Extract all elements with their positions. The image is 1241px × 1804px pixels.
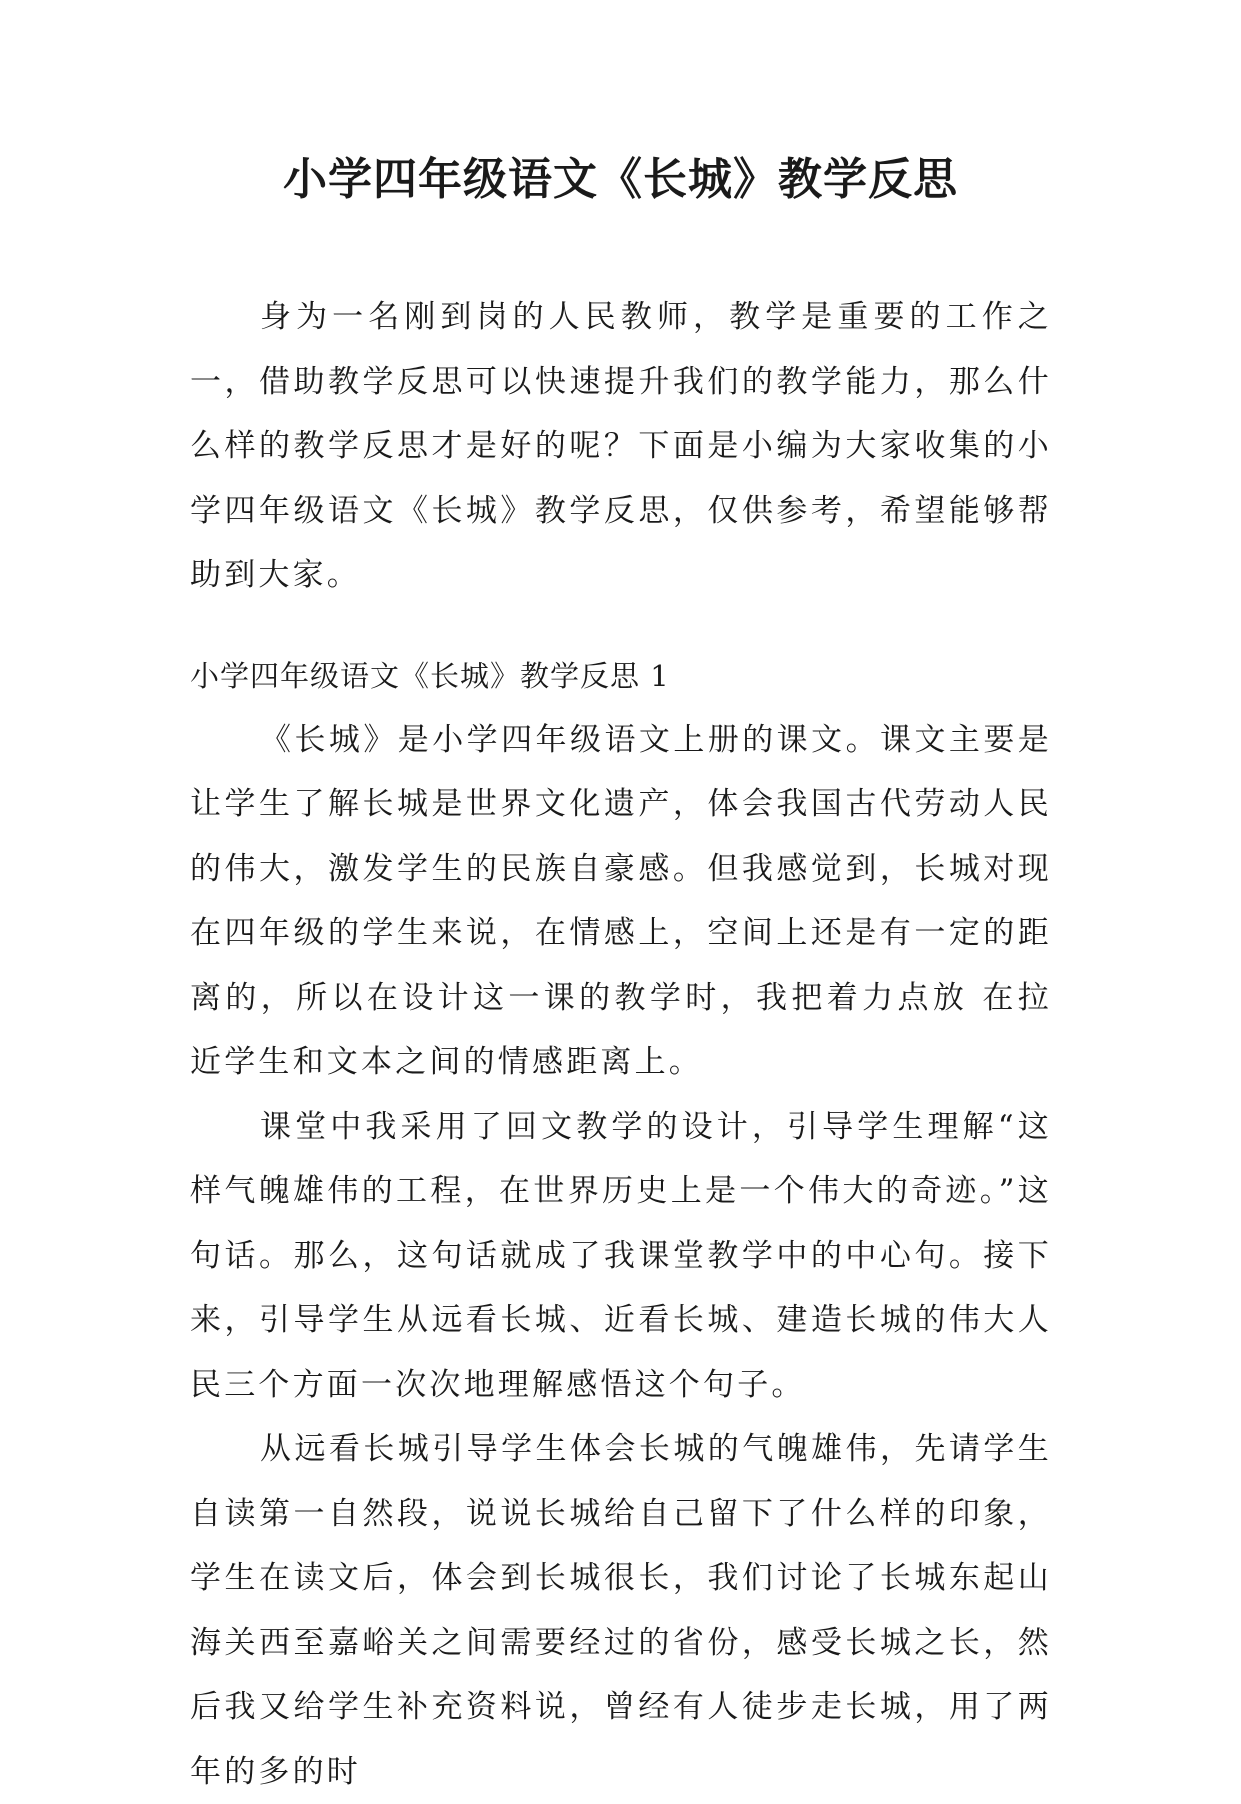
body-paragraph: 课堂中我采用了回文教学的设计，引导学生理解“这样气魄雄伟的工程，在世界历史上是一个伟大的奇迹。”这句话。那么，这句话就成了我课堂教学中的中心句。接下来，引导学生从远看长城、近看长城、建造长城的伟大人民三个方面一次次地理解感悟这个句子。 [190,1108,1052,1403]
body-paragraph: 从远看长城引导学生体会长城的气魄雄伟，先请学生自读第一自然段，说说长城给自己留下了什么样的印象，学生在读文后，体会到长城很长，我们讨论了长城东起山海关西至嘉峪关之间需要经过的省份，感受长城之长，然后我又给学生补充资料说，曾经有人徒步走长城，用了两年的多的时 [190,1431,1052,1790]
document-body [190,285,1052,1804]
document-title: 小学四年级语文《长城》教学反思 [283,154,958,205]
body-paragraph: 《长城》是小学四年级语文上册的课文。课文主要是让学生了解长城是世界文化遗产，体会我国古代劳动人民的伟大，激发学生的民族自豪感。但我感觉到，长城对现在四年级的学生来说，在情感上，空间上还是有一定的距离的，所以在设计这一课的教学时，我把着力点放 在拉近学生和文本之间的情感距离上。 [190,721,1052,1080]
section-heading: 小学四年级语文《长城》教学反思 1 [190,658,670,693]
intro-paragraph: 身为一名刚到岗的人民教师，教学是重要的工作之一，借助教学反思可以快速提升我们的教学能力，那么什么样的教学反思才是好的呢？下面是小编为大家收集的小学四年级语文《长城》教学反思，仅供参考，希望能够帮助到大家。 [190,299,1052,593]
